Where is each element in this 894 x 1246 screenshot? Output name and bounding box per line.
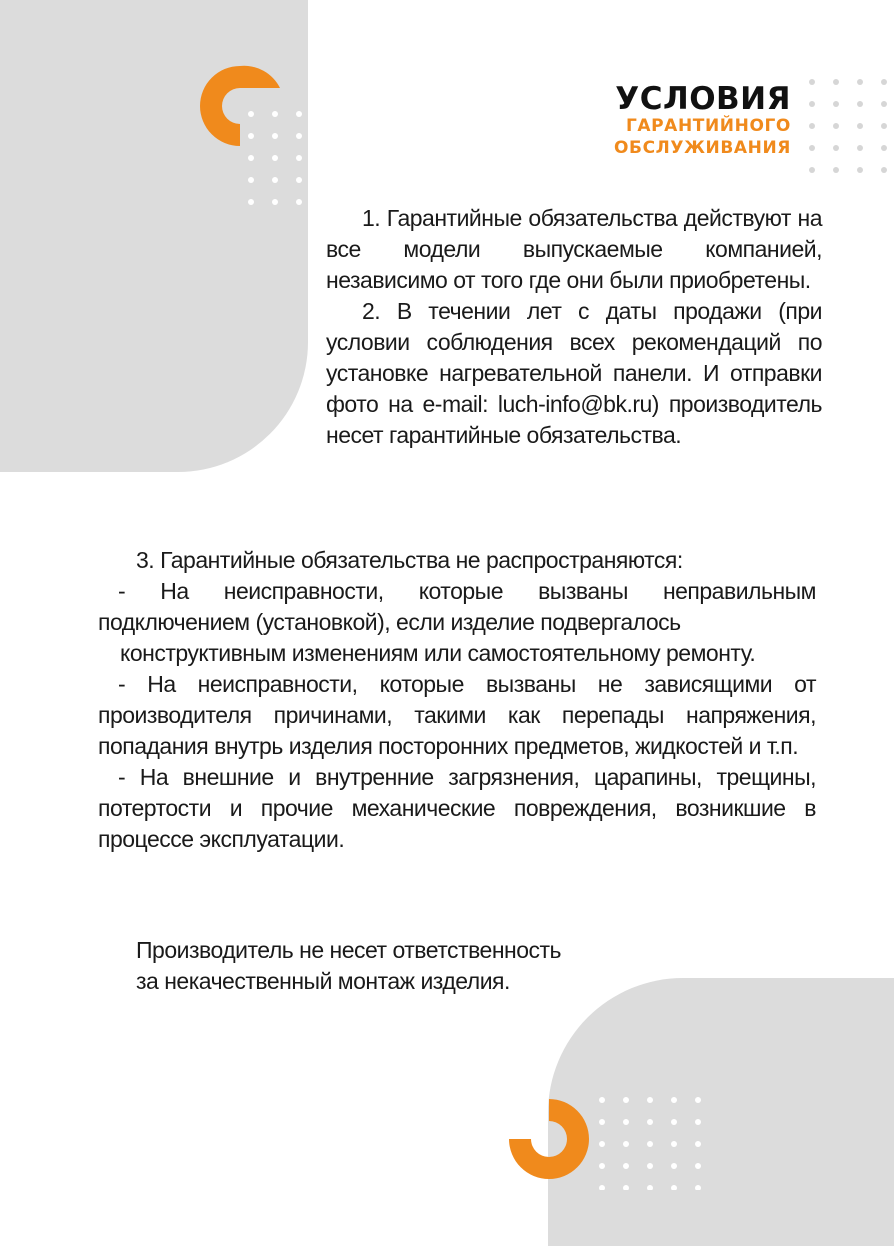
clause-3-title: 3. Гарантийные обязательства не распространяются: <box>136 547 683 573</box>
exclusion-1a: - На неисправности, которые вызваны неправильным подключением (установкой), если изделие подвергалось <box>98 578 816 635</box>
exclusions-block <box>98 545 816 855</box>
warranty-terms-block <box>326 203 822 451</box>
exclusion-1b: конструктивным изменениям или самостоятельному ремонту. <box>120 640 756 666</box>
note-line-2: за некачественный монтаж изделия. <box>136 968 510 994</box>
exclusion-3: - На внешние и внутренние загрязнения, царапины, трещины, потертости и прочие механические повреждения, возникшие в процессе эксплуатации. <box>98 764 816 852</box>
manufacturer-note <box>136 935 656 997</box>
page-heading <box>613 81 791 159</box>
heading-line-1: УСЛОВИЯ <box>615 81 791 117</box>
clause-2: 2. В течении лет с даты продажи (при условии соблюдения всех рекомендаций по установке нагревательной панели. И отправки фото на e-mail: luch-info@bk.ru) производитель несет гарантийные обязательства. <box>326 298 822 448</box>
note-line-1: Производитель не несет ответственность <box>136 937 562 963</box>
orange-arc-icon-bottom <box>504 1094 594 1184</box>
dot-grid-top-right <box>804 78 894 178</box>
dot-grid-bottom <box>596 1094 716 1190</box>
heading-line-3: ОБСЛУЖИВАНИЯ <box>613 138 791 158</box>
clause-1: 1. Гарантийные обязательства действуют на все модели выпускаемые компанией, независимо от того где они были приобретены. <box>326 205 822 293</box>
exclusion-2: - На неисправности, которые вызваны не зависящими от производителя причинами, такими как перепады напряжения, попадания внутрь изделия посторонних предметов, жидкостей и т.п. <box>98 671 816 759</box>
heading-line-2: ГАРАНТИЙНОГО <box>625 116 791 136</box>
dot-grid-top-left <box>244 106 314 206</box>
